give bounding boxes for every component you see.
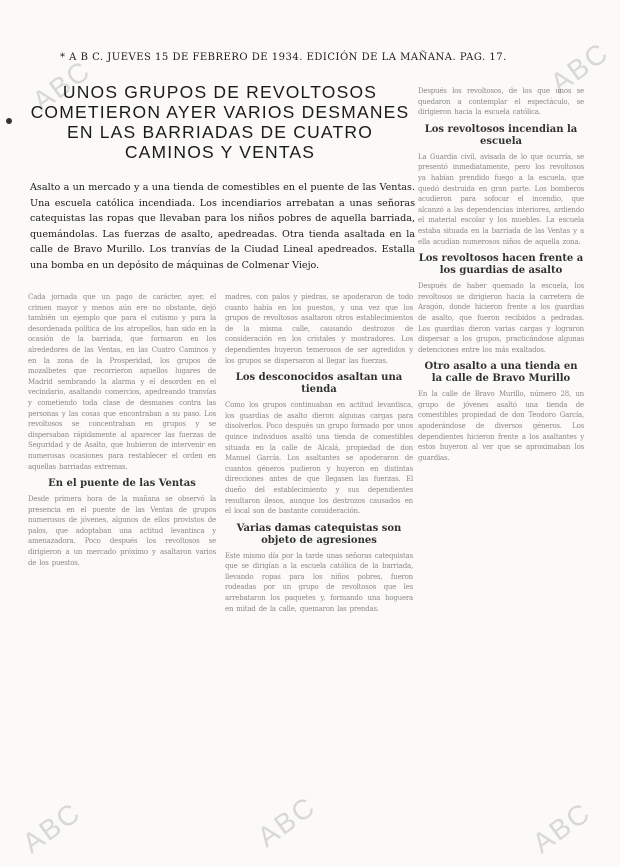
column-1 <box>28 292 216 568</box>
punch-hole-mark <box>6 118 12 124</box>
subhead-bravo-murillo: Otro asalto a una tienda en la calle de Bravo Murillo <box>424 361 578 385</box>
subhead-damas-catequistas: Varias damas catequistas son objeto de agresiones <box>236 522 402 546</box>
column-3-text-top: Después los revoltosos, de los que unos se quedaron a contemplar el espectáculo, se dirigieron hacia la escuela católica. <box>418 87 584 117</box>
column-2-text-end: Este mismo día por la tarde unas señoras catequistas que se dirigían a la escuela católica de la barriada, llevando ropas para los niños pobres, fueron rodeadas por un grupo de revoltosos que les arrebataron los paquetes y, formando una hoguera en mitad de la calle, quemaron las prendas. <box>225 551 413 613</box>
column-2-text: madres, con palos y piedras, se apoderaron de todo cuanto había en los puestos, y una vez que los grupos de revoltosos asaltaron otros establecimientos de la misma calle, causando destrozos de consideración en los cristales y mostradores. Los dependientes huyeron temerosos de ser agredidos y los grupos se dispersaron al llegar las fuerzas. <box>225 293 413 365</box>
column-1-text: Cada jornada que un pago de carácter, ayer, el crimen mayor y menos aún ere no obstante, dejó también un ejemplo que para el cutismo y para la desordenada política de los atropellos, han sido en la ocasión de la barriada, que formaron en los alrededores de las Ventas, en las Cuatro Caminos y en la zona de la Prosperidad, los grupos de mozalbetes que recorrieron aquellos lugares de Madrid sembrando la alarma y el desorden en el vecindario, asaltando comercios, apedreando tranvías y cometiendo toda clase de desmanes contra las personas y las cosas que encontraban a su paso. Los revoltosos se concentraban en grupos y se dispersaban rápidamente al aparecer las fuerzas de Seguridad y de Asalto, que hubieron de intervenir en numerosas ocasiones para restablecer el orden en aquellas barriadas extremas. <box>28 293 216 471</box>
column-3-text-b: Después de haber quemado la escuela, los revoltosos se dirigieron hacia la carretera de Aragón, donde hicieron frente a los guardias de asalto, que fueron recibidos a pedradas. Los guardias dieron varias cargas y lograron dispersar a los grupos, practicándose algunas detenciones entre los más exaltados. <box>418 282 584 354</box>
subhead-incendian-escuela: Los revoltosos incendian la escuela <box>424 123 578 147</box>
article-summary: Asalto a un mercado y a una tienda de comestibles en el puente de las Ventas. Una escuela católica incendiada. Los incendiarios arrebatan a unas señoras catequistas las ropas que llevaban para los niños pobres de aquella barriada, quemándolas. Las fuerzas de asalto, apedreadas. Otra tienda asaltada en la calle de Bravo Murillo. Los tranvías de la Ciudad Lineal apedreados. Estalla una bomba en un depósito de máquinas de Colmenar Viejo. <box>30 182 415 271</box>
column-3-text-c: En la calle de Bravo Murillo, número 28, un grupo de jóvenes asaltó una tienda de comestibles propiedad de don Teodoro García, apoderándose de diversos géneros. Los dependientes hicieron frente a los asaltantes y estos huyeron al ver que se aproximaban los guardias. <box>418 390 584 462</box>
subhead-frente-guardias: Los revoltosos hacen frente a los guardias de asalto <box>418 253 584 277</box>
subhead-asaltan-tienda: Los desconocidos asaltan una tienda <box>235 372 403 396</box>
column-1-text-after: Desde primera hora de la mañana se observó la presencia en el puente de las Ventas de grupos numerosos de jóvenes, algunos de ellos provistos de palos, que adoptaban una actitud levantisca y amenazadora. Poco después los revoltosos se dirigieron a un mercado próximo y asaltaron varios de los puestos. <box>28 495 216 567</box>
column-3-text-a: La Guardia civil, avisada de lo que ocurría, se presentó inmediatamente, pero los revoltosos ya habían prendido fuego a la escuela, que quedó destruida en gran parte. Los bomberos acudieron para sofocar el incendio, que alcanzó a las dependencias interiores, ardiendo el material escolar y los muebles. La escuela estaba situada en la barriada de las Ventas y a ella acudían numerosos niños de aquella zona. <box>418 152 584 246</box>
column-2 <box>225 292 413 614</box>
watermark-bottom-right: ABC <box>526 796 597 859</box>
running-head: * A B C. JUEVES 15 DE FEBRERO DE 1934. EDICIÓN DE LA MAÑANA. PAG. 17. <box>60 52 507 63</box>
watermark-bottom-left: ABC <box>16 796 87 859</box>
watermark-bottom-middle: ABC <box>251 790 322 853</box>
column-3 <box>418 86 584 463</box>
watermark-top-right: ABC <box>544 36 615 99</box>
article-headline: UNOS GRUPOS DE REVOLTOSOS COMETIERON AYER VARIOS DESMANES EN LAS BARRIADAS DE CUATRO CAMINOS Y VENTAS <box>30 82 410 162</box>
subhead-puente-ventas: En el puente de las Ventas <box>48 478 196 490</box>
column-2-text-mid: Como los grupos continuaban en actitud levantisca, los guardias de asalto dieron algunas cargas para disolverlos. Poco después un grupo formado por unos quince individuos asaltó una tienda de comestibles situada en la calle de Alcalá, propiedad de don Manuel García. Los asaltantes se apoderaron de cuantos géneros pudieron y huyeron en distintas direcciones antes de que llegasen las fuerzas. El dueño del establecimiento y sus dependientes resultaron ilesos, aunque los destrozos causados en el local son de bastante consideración. <box>225 401 413 516</box>
watermark-top-left: ABC <box>26 54 97 117</box>
